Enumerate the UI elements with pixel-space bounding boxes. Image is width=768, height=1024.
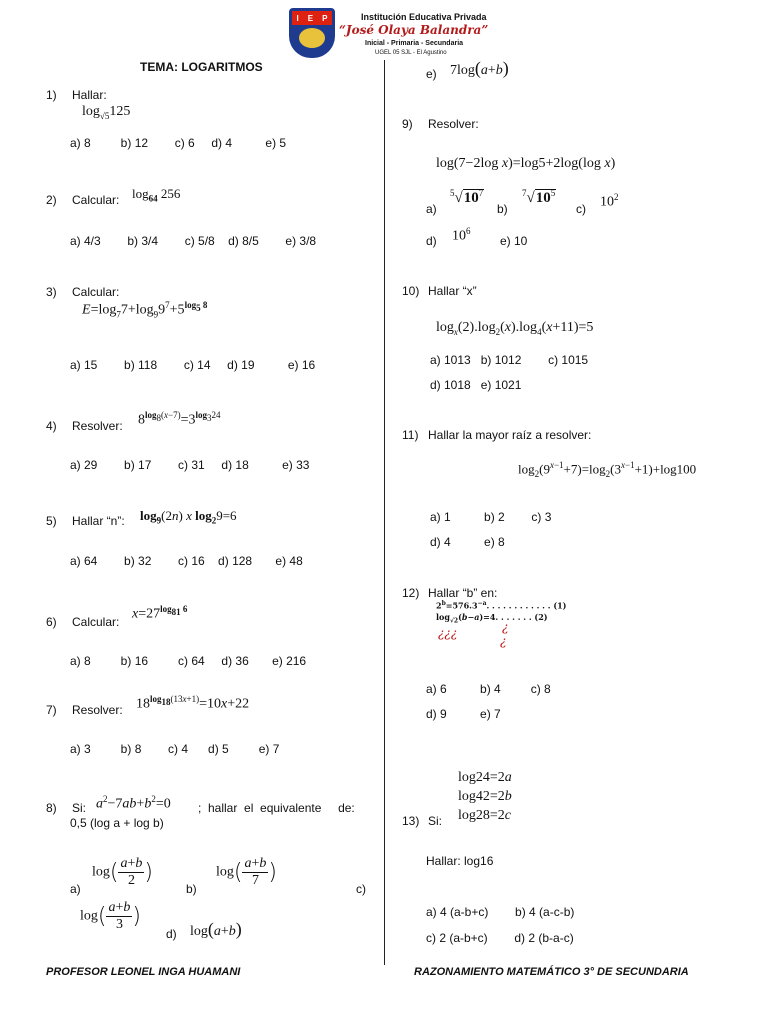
formula-q9-c: $10^2$	[600, 192, 619, 210]
logo-letter: P	[322, 13, 328, 23]
answers-q1: a) 8 b) 12 c) 6 d) 4 e) 5	[70, 136, 287, 150]
formula-q9-d: $10^6$	[452, 226, 471, 244]
formula-q8-e: 7log(a+b)	[450, 58, 509, 78]
logo-letter: E	[307, 13, 314, 23]
formula-q11: $\log_2(9^{x-1}+7)=\log_2(3^{x-1}+1)+\log 100$	[518, 460, 697, 479]
question-8	[46, 801, 86, 815]
school-name-line3: Inicial - Primaria - Secundaria	[365, 40, 464, 47]
question-text: Calcular:	[72, 285, 120, 299]
answers-q10-row2: d) 1018 e) 1021	[430, 378, 522, 392]
option-label: b)	[186, 882, 197, 896]
footer-author: PROFESOR LEONEL INGA HUAMANI	[46, 966, 241, 978]
answers-q11-row1: a) 1 b) 2 c) 3	[430, 510, 552, 524]
answers-q5: a) 64 b) 32 c) 16 d) 128 e) 48	[70, 554, 303, 568]
page-title: TEMA: LOGARITMOS	[140, 60, 263, 74]
formula-q8-condition: $a^2-7ab+b^2=0$	[96, 794, 171, 812]
school-name-line2: “José Olaya Balandra”	[339, 23, 489, 37]
formula-q8-b: log( $\frac{a+b}{7}$ )	[216, 856, 277, 888]
school-name-line1: Institución Educativa Privada	[361, 12, 487, 22]
question-number: 13)	[402, 814, 420, 828]
question-text: Hallar la mayor raíz a resolver:	[428, 428, 592, 442]
question-11	[402, 428, 591, 442]
school-crest-logo	[289, 8, 335, 58]
option-label: d)	[166, 927, 177, 941]
question-13-text2: Hallar: log16	[426, 854, 494, 868]
formula-q1: $\log_{√5}125$	[82, 104, 131, 121]
option-label: e)	[426, 67, 437, 81]
answers-q10-row1: a) 1013 b) 1012 c) 1015	[430, 353, 589, 367]
school-header	[289, 8, 489, 60]
formula-q13-line1: log24=2a	[458, 770, 512, 785]
formula-q4: $8^{log_8(x-7)}=3^{log_324}$	[138, 410, 221, 428]
formula-q9-b: $^7√10^5$	[522, 188, 556, 206]
question-text: Si:	[72, 801, 87, 815]
question-number: 4)	[46, 419, 57, 433]
answers-q11-row2: d) 4 e) 8	[430, 535, 505, 549]
question-4	[46, 419, 123, 433]
answers-q4: a) 29 b) 17 c) 31 d) 18 e) 33	[70, 458, 310, 472]
question-number: 9)	[402, 117, 413, 131]
answers-q7: a) 3 b) 8 c) 4 d) 5 e) 7	[70, 742, 280, 756]
formula-q10: $\log_x(2).\log_2(x).\log_4(x+11)=5$	[436, 320, 594, 337]
option-label: d)	[426, 234, 437, 248]
question-text: Hallar:	[72, 88, 107, 102]
question-12	[402, 586, 497, 600]
school-name-line4: UGEL 05 SJL - El Agustino	[375, 50, 447, 56]
question-9	[402, 117, 479, 131]
formula-q5: $\log_9(2n)$ x $\log_29=6$	[140, 508, 237, 526]
option-label: c)	[576, 202, 586, 216]
answers-q6: a) 8 b) 16 c) 64 d) 36 e) 216	[70, 654, 307, 668]
question-number: 5)	[46, 514, 57, 528]
question-8-text: ; hallar el equivalente de:	[198, 801, 355, 815]
formula-q7: $18^{log_{18}(13x+1)}=10x+22$	[136, 694, 250, 712]
formula-q9-a: $^5√10^7$	[450, 188, 484, 206]
handwritten-mark: ¿	[500, 634, 507, 648]
question-number: 3)	[46, 285, 57, 299]
formula-q12-line2: $\log_{√2}(b-a)=4$. . . . . . . (2)	[436, 612, 548, 625]
option-label: e) 10	[500, 234, 528, 248]
question-number: 10)	[402, 284, 420, 298]
footer-course: RAZONAMIENTO MATEMÁTICO 3° DE SECUNDARIA	[414, 966, 689, 978]
formula-q8-c: log( $\frac{a+b}{3}$ )	[80, 900, 141, 932]
formula-q13-line3: log28=2c	[458, 808, 512, 823]
option-label: a)	[426, 202, 437, 216]
question-13	[402, 814, 442, 828]
answers-q12-row1: a) 6 b) 4 c) 8	[426, 682, 551, 696]
question-1	[46, 88, 107, 102]
question-3	[46, 285, 119, 299]
question-10	[402, 284, 477, 298]
answers-q13-row2: c) 2 (a-b+c) d) 2 (b-a-c)	[426, 931, 574, 945]
logo-letter: I	[296, 13, 299, 23]
question-2	[46, 193, 119, 207]
answers-q3: a) 15 b) 118 c) 14 d) 19 e) 16	[70, 358, 316, 372]
formula-q9: log(7−2log x)=log5+2log(log x)	[436, 156, 616, 171]
question-number: 6)	[46, 615, 57, 629]
option-label: a)	[70, 882, 81, 896]
formula-q13-line2: log42=2b	[458, 789, 512, 804]
column-divider	[384, 60, 385, 965]
question-6	[46, 615, 119, 629]
question-text: Hallar “x”	[428, 284, 477, 298]
handwritten-mark: ¿	[502, 620, 509, 634]
question-text: Resolver:	[428, 117, 479, 131]
answers-q2: a) 4/3 b) 3/4 c) 5/8 d) 8/5 e) 3/8	[70, 234, 317, 248]
question-text: Hallar “n”:	[72, 514, 125, 528]
question-text: Si:	[428, 814, 443, 828]
question-text: Resolver:	[72, 703, 123, 717]
question-8-text2: 0,5 (log a + log b)	[70, 816, 164, 830]
formula-q3: $E=\log_77+\log_99^7+5^{log_5 8}$	[82, 300, 208, 320]
question-text: Resolver:	[72, 419, 123, 433]
formula-q8-d: log(a+b)	[190, 919, 242, 939]
formula-q2: $\log_{64} 256$	[132, 186, 181, 204]
question-number: 11)	[402, 428, 419, 442]
question-number: 8)	[46, 801, 57, 815]
question-number: 12)	[402, 586, 420, 600]
option-label: b)	[497, 202, 508, 216]
answers-q12-row2: d) 9 e) 7	[426, 707, 501, 721]
question-7	[46, 703, 123, 717]
handwritten-mark: ¿¿¿	[438, 626, 458, 640]
question-text: Calcular:	[72, 615, 120, 629]
question-5	[46, 514, 125, 528]
answers-q13-row1: a) 4 (a-b+c) b) 4 (a-c-b)	[426, 905, 575, 919]
question-number: 7)	[46, 703, 57, 717]
question-text: Calcular:	[72, 193, 120, 207]
question-text: Hallar “b” en:	[428, 586, 498, 600]
formula-q8-a: log( $\frac{a+b}{2}$ )	[92, 856, 153, 888]
formula-q12-line1: $2^b=576.3^{-a}$. . . . . . . . . . . . (1)	[436, 600, 567, 611]
question-number: 1)	[46, 88, 57, 102]
option-label: c)	[356, 882, 366, 896]
formula-q6: $x=27^{log_{81} 6}$	[132, 604, 188, 622]
question-number: 2)	[46, 193, 57, 207]
